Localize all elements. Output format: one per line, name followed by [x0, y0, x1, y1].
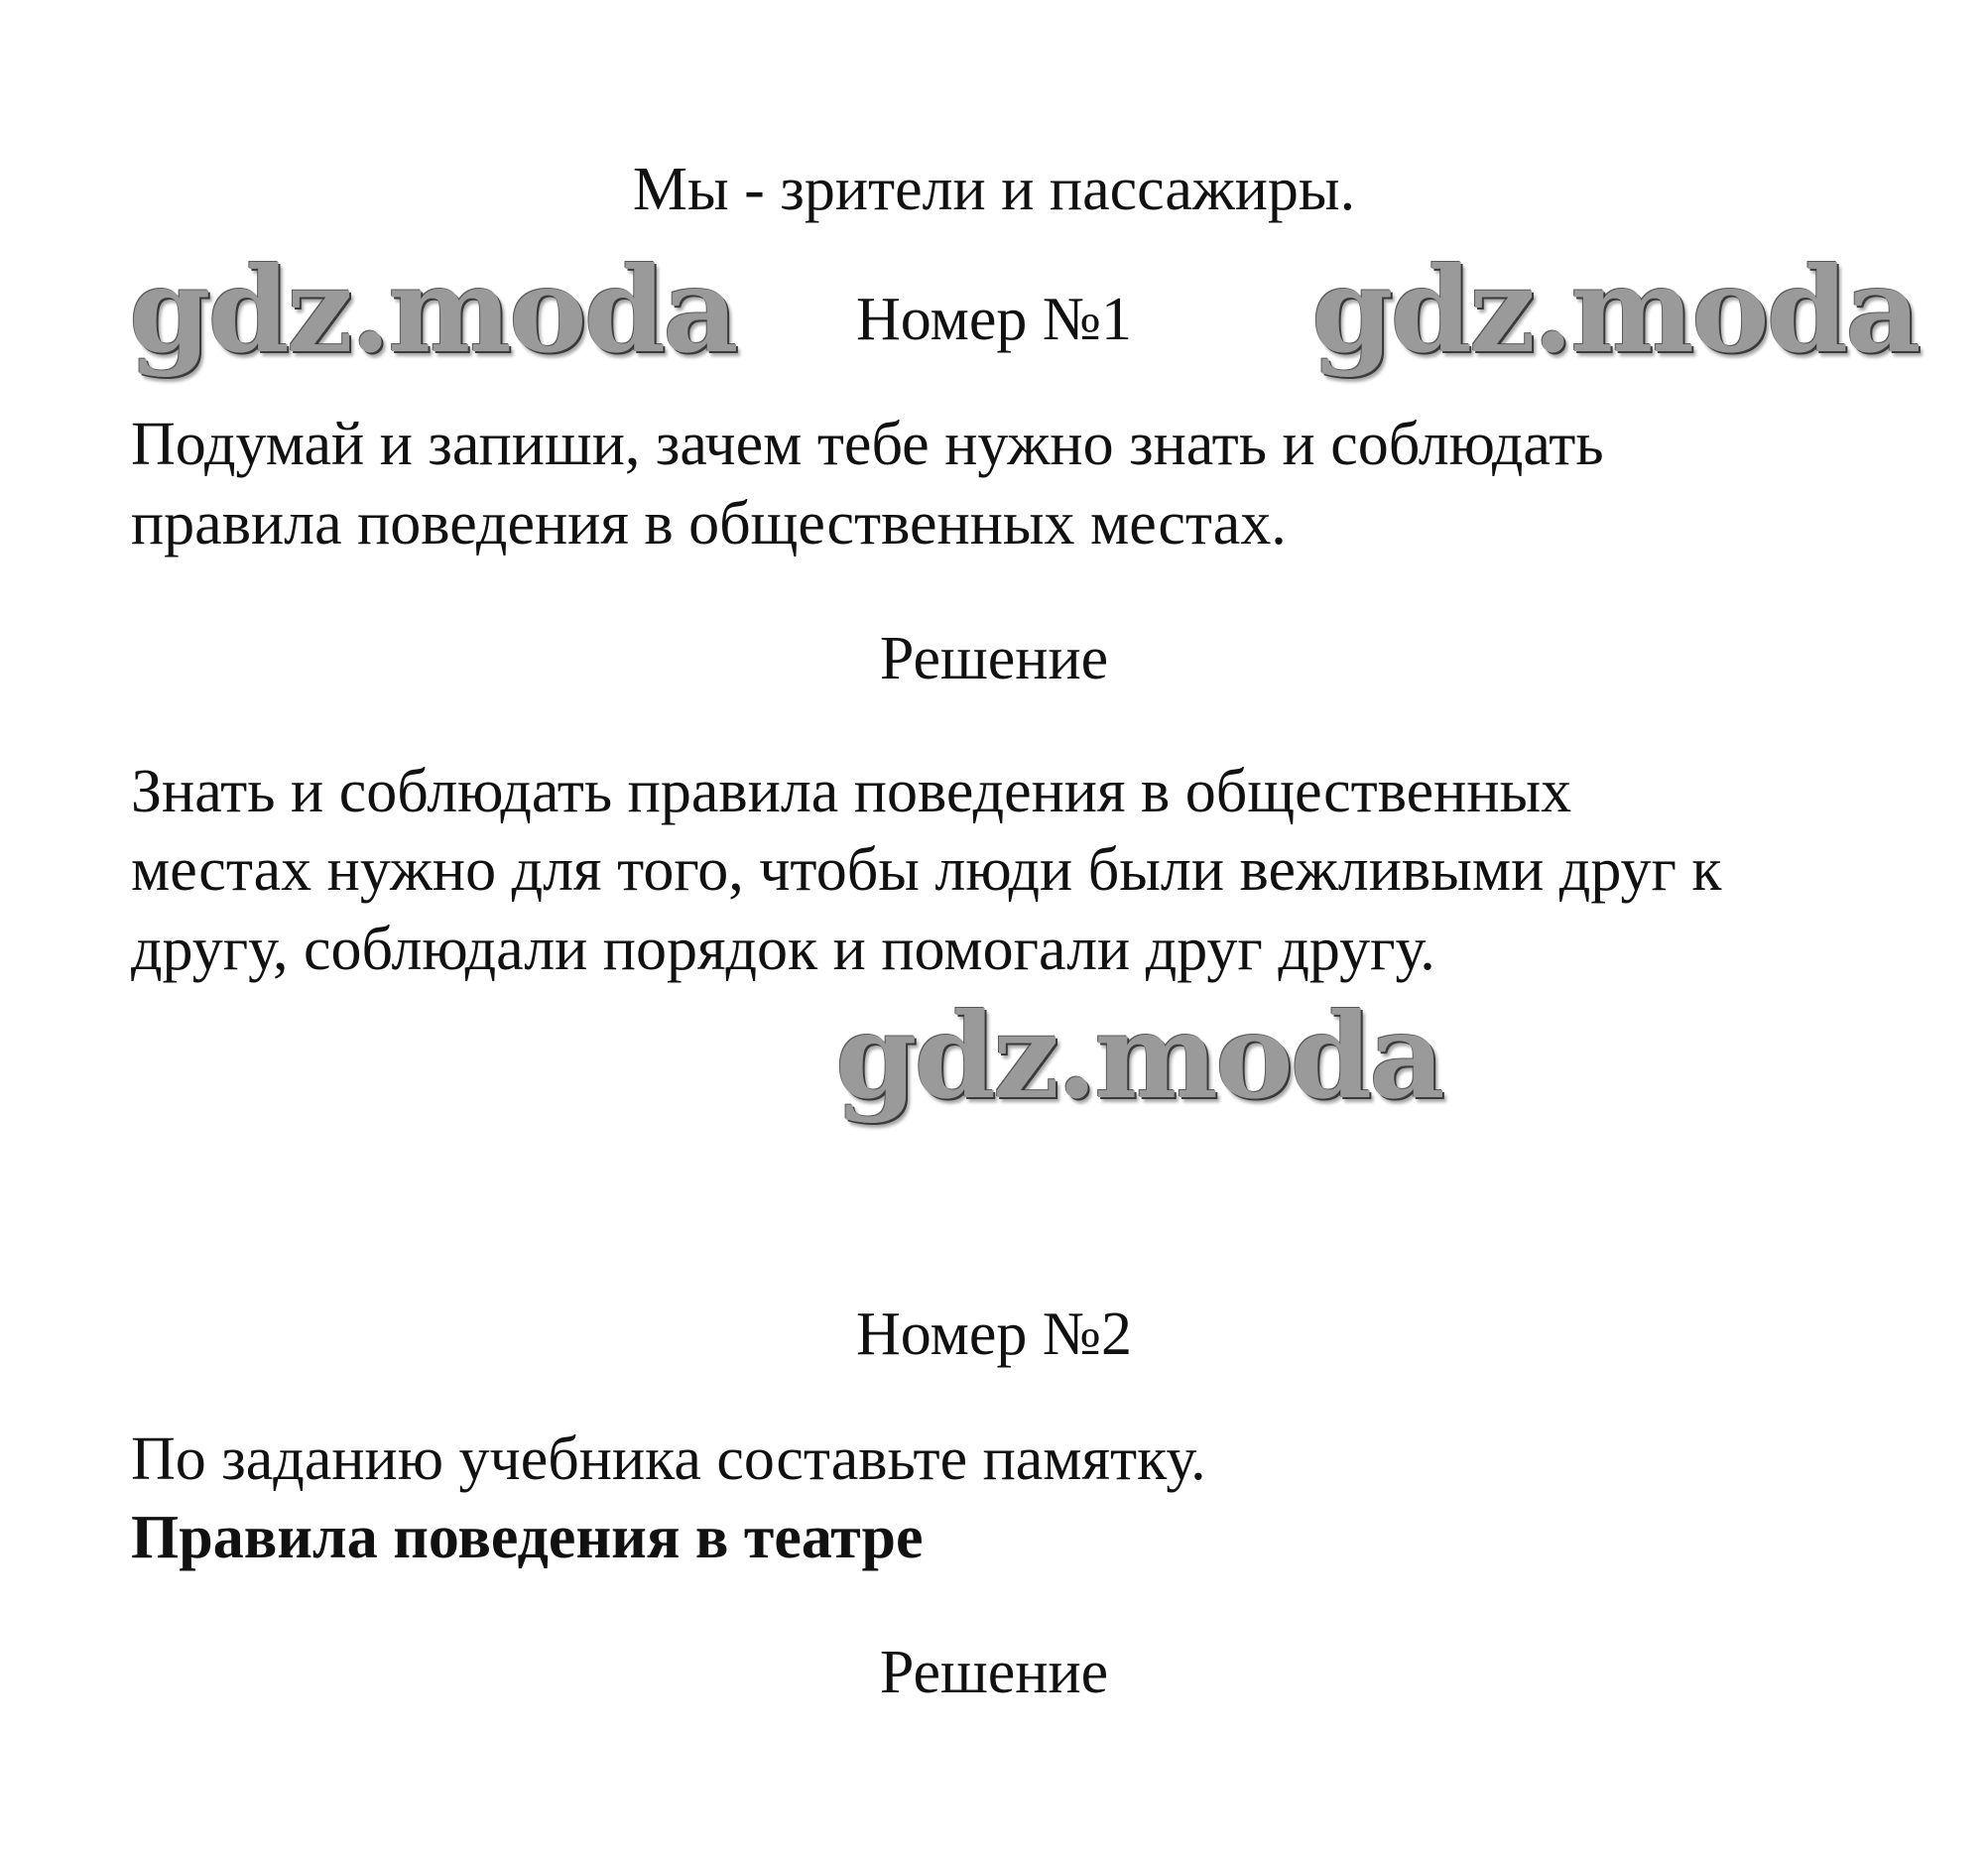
- task-1-solution-label: Решение: [879, 625, 1109, 692]
- task-2-subtitle: Правила поведения в театре: [131, 1504, 924, 1571]
- task-1-answer-line: Знать и соблюдать правила поведения в общественных: [131, 758, 1572, 825]
- task-1-answer-line: местах нужно для того, чтобы люди были вежливыми друг к: [131, 836, 1722, 904]
- watermark-logo: gdz.moda: [129, 241, 736, 379]
- task-2-number: Номер №2: [855, 1301, 1132, 1368]
- page-title: Мы - зрители и пассажиры.: [632, 156, 1356, 223]
- task-2-question-line: По заданию учебника составьте памятку.: [131, 1425, 1206, 1493]
- task-1-answer-line: другу, соблюдали порядок и помогали друг другу.: [131, 916, 1435, 983]
- watermark-logo: gdz.moda: [1311, 241, 1919, 379]
- task-1-question-line: правила поведения в общественных местах.: [131, 490, 1287, 557]
- task-2-solution-label: Решение: [879, 1639, 1109, 1706]
- watermark-logo: gdz.moda: [835, 987, 1442, 1125]
- task-1-number: Номер №1: [855, 286, 1132, 353]
- task-1-question-line: Подумай и запиши, зачем тебе нужно знать и соблюдать: [131, 411, 1604, 478]
